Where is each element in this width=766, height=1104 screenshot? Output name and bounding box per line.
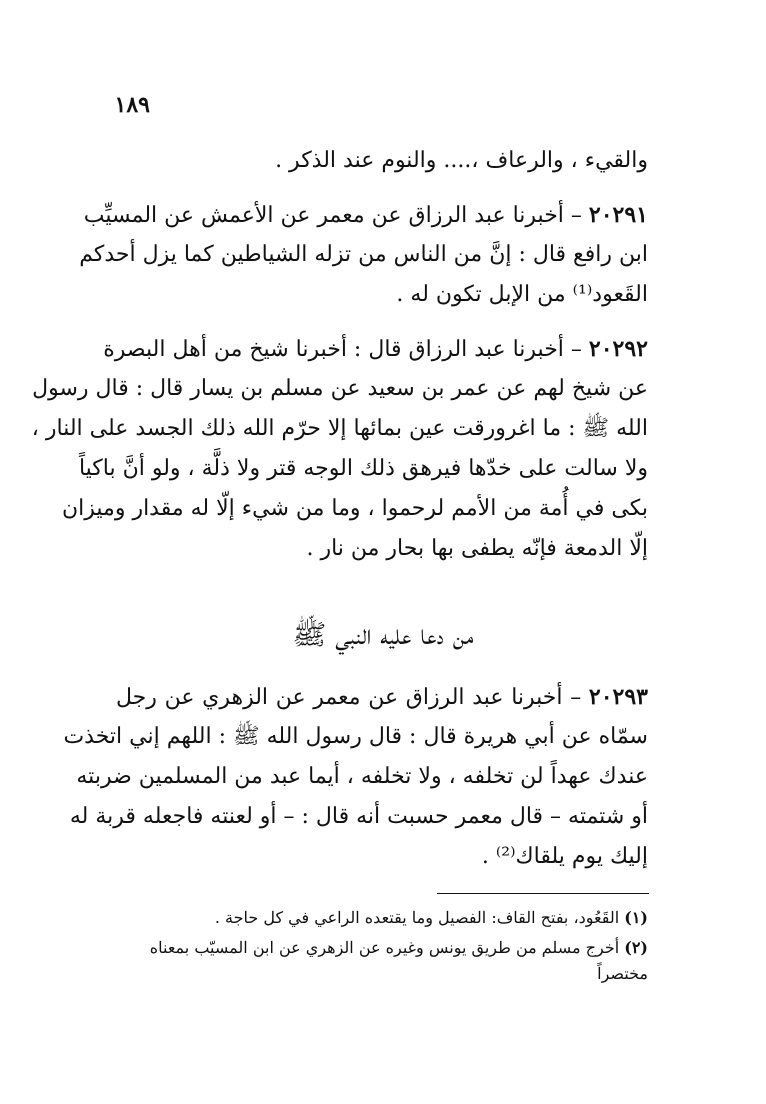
text-line: أو شتمته – قال معمر حسبت أنه قال : – أو لعنته فاجعله قربة له: [69, 804, 648, 829]
hadith-text: – أخبرنا عبد الرزاق عن معمر عن الزهري عن رجل: [116, 685, 582, 710]
footnote-2: [116, 938, 648, 957]
footnote-number: (٢): [624, 938, 648, 957]
text-line: القَعود⁽¹⁾ من الإبل تكون له .: [396, 282, 648, 307]
hadith-20291-line-1: [83, 202, 648, 228]
text-line: والقيء ، والرعاف ،.... والنوم عند الذكر .: [275, 148, 648, 173]
text-line: بكى في أُمة من الأمم لرحموا ، وما من شيء إلّا له مقدار وميزان: [62, 496, 648, 521]
hadith-text: – أخبرنا عبد الرزاق قال : أخبرنا شيخ من أهل البصرة: [103, 337, 582, 362]
text-line: عن شيخ لهم عن عمر بن سعيد عن مسلم بن يسار قال : قال رسول: [32, 376, 648, 401]
hadith-20293-line-1: [116, 686, 648, 709]
text-line: الله ﷺ : ما اغرورقت عين بمائها إلا حرّم الله ذلك الجسد على النار ،: [31, 416, 648, 441]
footnote-text: أخرج مسلم من طريق يونس وغيره عن الزهري عن ابن المسيّب بمعناه: [149, 938, 620, 957]
footnote-text: القَعُود، بفتح القاف: الفصيل وما يقتعده الراعي في كل حاجة .: [214, 908, 620, 927]
hadith-20292-line-1: [103, 336, 648, 362]
hadith-number: ٢٠٢٩٢: [588, 336, 648, 362]
footnote-number: (١): [624, 908, 648, 927]
hadith-number: ٢٠٢٩٣: [588, 684, 648, 710]
hadith-number: ٢٠٢٩١: [588, 202, 648, 228]
text-line: سمّاه عن أبي هريرة قال : قال رسول الله ﷺ : اللهم إني اتخذت: [63, 724, 648, 749]
text-line: ولا سالت على خدّها فيرهق ذلك الوجه قتر ولا ذلَّة ، ولو أنَّ باكياً: [78, 456, 648, 481]
footnote-2-continuation: مختصراً: [597, 964, 648, 983]
text-line: إلّا الدمعة فإنّه يطفى بها بحار من نار .: [306, 536, 648, 561]
text-line: عندك عهداً لن تخلفه ، ولا تخلفه ، أيما عبد من المسلمين ضربته: [76, 764, 648, 789]
footnote-1: [116, 908, 648, 927]
footnote-divider: [437, 893, 649, 894]
section-heading: من دعا عليه النبي ﷺ: [292, 618, 474, 651]
text-line: إليك يوم يلقاك⁽²⁾ .: [481, 844, 648, 869]
page-number: ١٨٩: [114, 92, 150, 118]
hadith-text: – أخبرنا عبد الرزاق عن معمر عن الأعمش عن المسيِّب: [83, 203, 582, 228]
text-line: ابن رافع قال : إنَّ من الناس من تزله الشياطين كما يزل أحدكم: [79, 242, 648, 267]
